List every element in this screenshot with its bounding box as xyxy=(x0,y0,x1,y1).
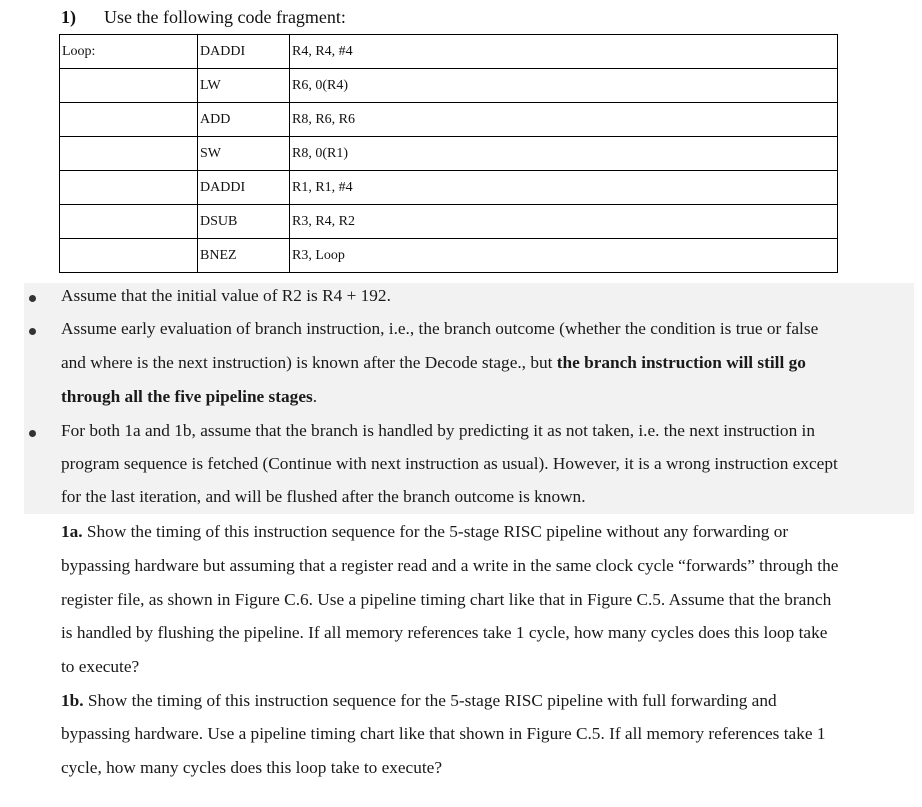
question-1a-line-1 xyxy=(61,522,788,542)
label-cell: Loop: xyxy=(60,35,198,69)
table-row xyxy=(60,69,838,103)
opcode-cell: SW xyxy=(198,137,290,171)
question-heading xyxy=(61,5,346,29)
assumption-emphasis: the branch instruction will still go xyxy=(556,353,806,372)
assumption-text: and where is the next instruction) is known after the Decode stage., but xyxy=(61,353,557,372)
operands-cell: R8, R6, R6 xyxy=(290,103,838,137)
operands-cell: R3, R4, R2 xyxy=(290,205,838,239)
question-1b-line-2: bypassing hardware. Use a pipeline timing chart like that shown in Figure C.5. If all memory references take 1 xyxy=(61,724,826,743)
assumption-2-line-1: Assume early evaluation of branch instruction, i.e., the branch outcome (whether the condition is true or false xyxy=(61,319,819,338)
question-1b-line-3: cycle, how many cycles does this loop take to execute? xyxy=(61,758,443,777)
assumption-text: . xyxy=(312,387,318,406)
assumption-emphasis: through all the five pipeline stages xyxy=(61,387,313,406)
question-1a-label: 1a. xyxy=(61,522,83,541)
bullet-icon xyxy=(29,295,36,302)
question-1a-line-5: to execute? xyxy=(61,657,140,676)
label-cell xyxy=(60,239,198,273)
opcode-cell: LW xyxy=(198,69,290,103)
operands-cell: R3, Loop xyxy=(290,239,838,273)
assumption-2-line-2 xyxy=(61,353,806,373)
question-1a-line-3: register file, as shown in Figure C.6. Use a pipeline timing chart like that in Figure C.5. Assume that the branch xyxy=(61,590,832,609)
operands-cell: R8, 0(R1) xyxy=(290,137,838,171)
assumption-1-line-1: Assume that the initial value of R2 is R4 + 192. xyxy=(61,286,391,305)
operands-cell: R1, R1, #4 xyxy=(290,171,838,205)
question-heading-text: Use the following code fragment: xyxy=(104,7,346,27)
question-1a-line-2: bypassing hardware but assuming that a register read and a write in the same clock cycle “forwards” through the xyxy=(61,556,839,575)
operands-cell: R4, R4, #4 xyxy=(290,35,838,69)
table-row xyxy=(60,239,838,273)
question-text: Show the timing of this instruction sequence for the 5-stage RISC pipeline with full forwarding and xyxy=(83,691,777,710)
operands-cell: R6, 0(R4) xyxy=(290,69,838,103)
opcode-cell: BNEZ xyxy=(198,239,290,273)
assumption-2-line-3 xyxy=(61,387,317,407)
label-cell xyxy=(60,69,198,103)
assumption-3-line-1: For both 1a and 1b, assume that the branch is handled by predicting it as not taken, i.e. the next instruction in xyxy=(61,421,815,440)
question-1b-label: 1b. xyxy=(61,691,84,710)
label-cell xyxy=(60,205,198,239)
opcode-cell: DADDI xyxy=(198,171,290,205)
question-1a-line-4: is handled by flushing the pipeline. If all memory references take 1 cycle, how many cycles does this loop take xyxy=(61,623,828,642)
label-cell xyxy=(60,137,198,171)
code-fragment-table xyxy=(59,34,838,273)
assumption-3-line-2: program sequence is fetched (Continue with next instruction as usual). However, it is a wrong instruction except xyxy=(61,454,838,473)
question-1b-line-1 xyxy=(61,691,777,711)
table-row xyxy=(60,205,838,239)
label-cell xyxy=(60,103,198,137)
assumption-3-line-3: for the last iteration, and will be flushed after the branch outcome is known. xyxy=(61,487,586,506)
opcode-cell: ADD xyxy=(198,103,290,137)
table-row xyxy=(60,103,838,137)
bullet-icon xyxy=(29,430,36,437)
table-row xyxy=(60,137,838,171)
question-text: Show the timing of this instruction sequence for the 5-stage RISC pipeline without any forwarding or xyxy=(82,522,789,541)
label-cell xyxy=(60,171,198,205)
bullet-icon xyxy=(29,328,36,335)
table-row xyxy=(60,171,838,205)
table-row xyxy=(60,35,838,69)
question-number: 1) xyxy=(61,7,76,27)
opcode-cell: DADDI xyxy=(198,35,290,69)
opcode-cell: DSUB xyxy=(198,205,290,239)
